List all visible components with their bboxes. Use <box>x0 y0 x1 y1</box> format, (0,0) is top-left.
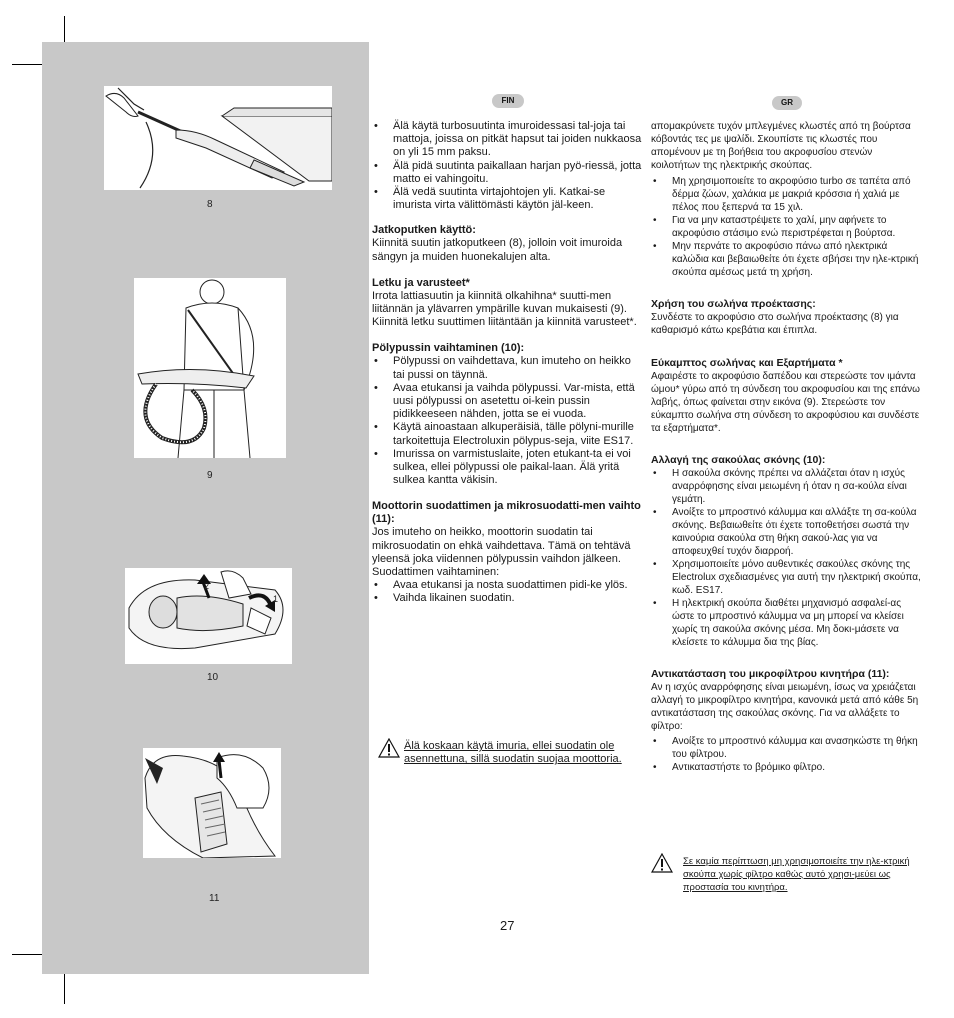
fin-paragraph: Jos imuteho on heikko, moottorin suodatin tai mikrosuodatin on ehkä vaihdettava. Tämä on tehtävä yleensä joka viidennen pölypussin vaihdon jälkeen. Suodattimen vaihtaminen: <box>372 526 631 579</box>
figure-9-number: 9 <box>207 470 213 481</box>
list-item: • Pölypussi on vaihdettava, kun imuteho on heikko tai pussi on täynnä. <box>372 355 644 381</box>
fin-paragraph: Kiinnitä suutin jatkoputkeen (8), jolloin voit imuroida sängyn ja muiden huonekalujen alta. <box>372 237 623 263</box>
list-item: • Älä vedä suutinta virtajohtojen yli. Katkai-se imurista virta välittömästi käytön jäl-keen. <box>372 186 644 212</box>
fin-heading-extension-tube: Jatkoputken käyttö: <box>372 224 476 237</box>
gr-paragraph: Συνδέστε το ακροφύσιο στο σωλήνα προέκτασης (8) για καθαρισμό κάτω κρεβάτια και έπιπλα. <box>651 312 899 336</box>
fin-dustbag-list <box>372 355 644 487</box>
figure-9-illustration <box>134 278 286 458</box>
lang-badge-gr: GR <box>772 96 802 110</box>
gr-paragraph: Αφαιρέστε το ακροφύσιο δαπέδου και στερεώστε τον ιμάντα ώμου* γύρω από τη σύνδεση του ακροφυσίου και της επάνω λαβής, όπως φαίνεται στην εικόνα (9). Στερεώστε τον εύκαμπτο σωλήνα στη σύνδεση το ακροφύσιου και συνδέστε τα εξαρτήματα*. <box>651 371 920 434</box>
lang-badge-fin: FIN <box>492 94 524 108</box>
list-item: • Älä käytä turbosuutinta imuroidessasi tal-joja tai mattoja, joissa on pitkät hapsut tai joiden nukkaosa on yli 15 mm paksu. <box>372 120 644 160</box>
gr-heading-filter: Αντικατάσταση του μικροφίλτρου κινητήρα (11): <box>651 668 890 680</box>
list-item: • Χρησιμοποιείτε μόνο αυθεντικές σακούλες σκόνης της Electrolux σχεδιασμένες για αυτή την ηλεκτρική σκούπα, κωδ. ES17. <box>651 558 923 597</box>
list-item: • Imurissa on varmistuslaite, joten etukant-ta ei voi sulkea, ellei pölypussi ole paikal-laan. Älä yritä sulkea kantta väkisin. <box>372 448 644 488</box>
list-item: • Μην περνάτε το ακροφύσιο πάνω από ηλεκτρικά καλώδια και βεβαιωθείτε ότι έχετε σβήσει την ηλε-κτρική σκούπα αμέσως μετά τη χρήση. <box>651 240 923 279</box>
list-item: • Avaa etukansi ja vaihda pölypussi. Var-mista, että uusi pölypussi on asetettu oi-kein pussin pidikkeeseen nähden, jotta se ei vuoda. <box>372 382 644 422</box>
warning-icon <box>651 853 673 873</box>
fin-paragraph: Kiinnitä letku suuttimen liitäntään ja kiinnitä varusteet*. <box>372 316 637 329</box>
fin-warning-text: Älä koskaan käytä imuria, ellei suodatin ole asennettuna, sillä suodatin suojaa moottoria. <box>404 740 622 766</box>
fin-intro-list <box>372 120 644 212</box>
figure-10-arrow-label-1: 1 <box>273 594 279 604</box>
fin-warning <box>378 738 646 788</box>
list-item: • Avaa etukansi ja nosta suodattimen pidi-ke ylös. <box>372 579 644 592</box>
fin-heading-dustbag: Pölypussin vaihtaminen (10): <box>372 342 525 355</box>
list-item: • Ανοίξτε το μπροστινό κάλυμμα και αλλάξτε τη σα-κούλα σκόνης. Βεβαιωθείτε ότι έχετε τοποθετήσει σωστά την καινούρια σακούλα στη θήκη σακού-λας για να αποφευχθεί τυχόν διαρροή. <box>651 506 923 558</box>
list-item: • Για να μην καταστρέψετε το χαλί, μην αφήνετε το ακροφύσιο στάσιμο ενώ περιστρέφεται η βούρτσα. <box>651 214 923 240</box>
gr-paragraph: απομακρύνετε τυχόν μπλεγμένες κλωστές από τη βούρτσα κόβοντάς τες με ψαλίδι. Σκουπίστε τις κλωστές που απομένουν με τη βοήθεια του ακροφυσίου στενών κοιλοτήτων της ηλεκτρικής σκούπας. <box>651 121 911 171</box>
fin-column <box>372 120 644 606</box>
fin-heading-filter: Moottorin suodattimen ja mikrosuodatti-men vaihto (11): <box>372 500 641 526</box>
list-item: • Η ηλεκτρική σκούπα διαθέτει μηχανισμό ασφαλεί-ας ώστε το μπροστινό κάλυμμα να μη μπορεί να κλείσει χωρίς τη σακούλα σκόνης μέσα. Μη δοκι-μάσετε να κλείσετε το κάλυμμα δια της βίας. <box>651 597 923 649</box>
list-item: • Αντικαταστήστε το βρόμικο φίλτρο. <box>651 761 923 774</box>
figure-11-number: 11 <box>209 893 220 904</box>
fin-heading-hose-accessories: Letku ja varusteet* <box>372 276 470 289</box>
gr-warning-text: Σε καμία περίπτωση μη χρησιμοποιείτε την ηλε-κτρική σκούπα χωρίς φίλτρο καθώς αυτό χρησι-μεύει ως προστασία του κινητήρα. <box>683 856 910 893</box>
gr-intro-list <box>651 175 923 279</box>
gr-warning <box>651 853 927 899</box>
figure-10-arrow-label-2: 2 <box>204 581 210 591</box>
list-item: • Μη χρησιμοποιείτε το ακροφύσιο turbo σε ταπέτα από δέρμα ζώων, χαλάκια με μακριά κρόσσια ή χαλιά με πέλος που ξεπερνά τα 15 χιλ. <box>651 175 923 214</box>
gr-heading-hose-accessories: Εύκαμπτος σωλήνας και Εξαρτήματα * <box>651 357 843 369</box>
page-number: 27 <box>500 918 515 933</box>
gr-dustbag-list <box>651 467 923 649</box>
figure-11-illustration <box>143 748 281 858</box>
list-item: • Vaihda likainen suodatin. <box>372 592 644 605</box>
gr-heading-extension-tube: Χρήση του σωλήνα προέκτασης: <box>651 298 816 310</box>
gr-paragraph: Αν η ισχύς αναρρόφησης είναι μειωμένη, ίσως να χρειάζεται αλλαγή το μικροφίλτρο κινητήρα, κανονικά μετά από κάθε 5η αντικατάσταση της σακούλας σκόνης. Για να αλλάξετε το φίλτρο: <box>651 682 919 732</box>
list-item: • Η σακούλα σκόνης πρέπει να αλλάζεται όταν η ισχύς αναρρόφησης είναι μειωμένη ή όταν η σα-κούλα είναι γεμάτη. <box>651 467 923 506</box>
list-item: • Käytä ainoastaan alkuperäisiä, tälle pölyni-murille tarkoitettuja Electroluxin pölypus-seja, viite ES17. <box>372 421 644 447</box>
gr-column <box>651 120 923 774</box>
figure-10-number: 10 <box>207 672 219 683</box>
gr-heading-dustbag: Αλλαγή της σακούλας σκόνης (10): <box>651 454 826 466</box>
list-item: • Älä pidä suutinta paikallaan harjan pyö-riessä, jotta matto ei vahingoitu. <box>372 160 644 186</box>
figure-8-illustration <box>104 86 332 190</box>
warning-icon <box>378 738 400 758</box>
list-item: • Ανοίξτε το μπροστινό κάλυμμα και ανασηκώστε τη θήκη του φίλτρου. <box>651 735 923 761</box>
fin-filter-list <box>372 579 644 605</box>
figure-8-number: 8 <box>207 199 213 210</box>
gr-filter-list <box>651 735 923 774</box>
fin-paragraph: Irrota lattiasuutin ja kiinnitä olkahihna* suutti-men liitännän ja ylävarren ympärille kuvan mukaisesti (9). <box>372 289 627 316</box>
